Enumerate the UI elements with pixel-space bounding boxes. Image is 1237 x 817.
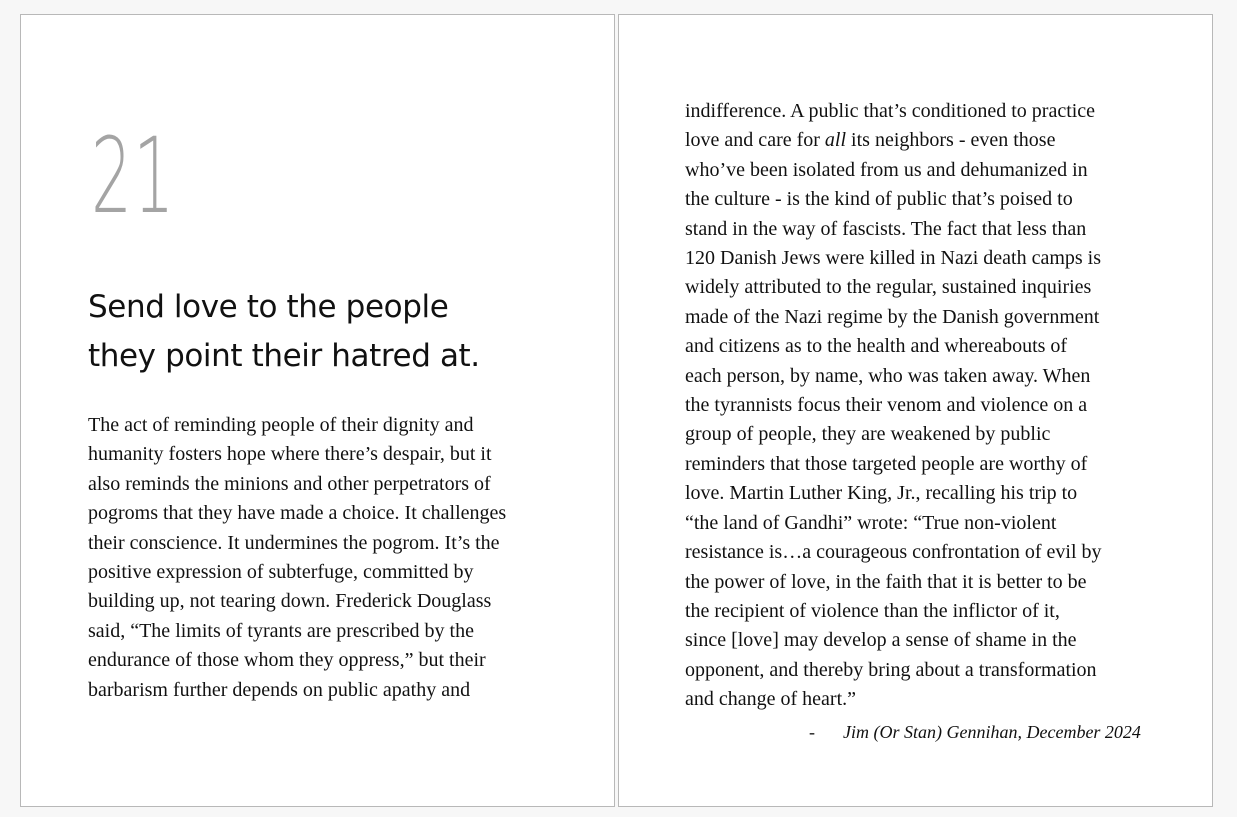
text-line: resistance is…a courageous confrontation of evil by xyxy=(685,541,1102,564)
text-line: pogroms that they have made a choice. It challenges xyxy=(88,502,507,525)
text-line: group of people, they are weakened by public xyxy=(685,423,1051,446)
text-line: endurance of those whom they oppress,” but their xyxy=(88,649,486,672)
text-fragment: its neighbors - even those xyxy=(846,129,1056,152)
text-line: 120 Danish Jews were killed in Nazi death camps is xyxy=(685,247,1102,270)
left-page xyxy=(20,14,615,807)
text-line: said, “The limits of tyrants are prescribed by the xyxy=(88,619,474,642)
text-line-with-emphasis xyxy=(685,126,1185,155)
text-line: opponent, and thereby bring about a transformation xyxy=(685,658,1097,681)
text-line: made of the Nazi regime by the Danish government xyxy=(685,305,1100,328)
right-body-paragraph xyxy=(685,97,1185,715)
text-line: the power of love, in the faith that it is better to be xyxy=(685,570,1087,593)
attribution-dash: - xyxy=(809,722,815,742)
text-line: their conscience. It undermines the pogrom. It’s the xyxy=(88,531,500,554)
text-line: humanity fosters hope where there’s despair, but it xyxy=(88,443,492,466)
text-line: barbarism further depends on public apathy and xyxy=(88,678,471,701)
text-fragment: love and care for xyxy=(685,129,825,152)
text-line: love. Martin Luther King, Jr., recalling his trip to xyxy=(685,482,1078,505)
chapter-title-line: they point their hatred at. xyxy=(88,338,480,374)
attribution-text: Jim (Or Stan) Gennihan, December 2024 xyxy=(843,722,1141,742)
text-line: indifference. A public that’s conditioned to practice xyxy=(685,100,1096,122)
right-page xyxy=(618,14,1213,807)
text-line: stand in the way of fascists. The fact that less than xyxy=(685,217,1087,240)
text-line: and citizens as to the health and whereabouts of xyxy=(685,335,1068,358)
text-line: “the land of Gandhi” wrote: “True non-violent xyxy=(685,511,1057,534)
text-line: reminders that those targeted people are worthy of xyxy=(685,452,1088,475)
chapter-number: 21 xyxy=(91,115,176,237)
text-line: building up, not tearing down. Frederick Douglass xyxy=(88,590,492,613)
chapter-title-line: Send love to the people xyxy=(88,289,449,325)
attribution xyxy=(809,720,1141,744)
text-line: since [love] may develop a sense of shame in the xyxy=(685,629,1077,652)
left-body-paragraph xyxy=(88,411,588,705)
emphasis-word: all xyxy=(824,129,847,152)
text-line: each person, by name, who was taken away. When xyxy=(685,364,1091,387)
text-line: also reminds the minions and other perpetrators of xyxy=(88,472,491,495)
text-line: who’ve been isolated from us and dehumanized in xyxy=(685,158,1088,181)
text-line: widely attributed to the regular, sustained inquiries xyxy=(685,276,1092,299)
text-line: the culture - is the kind of public that’s poised to xyxy=(685,188,1073,211)
chapter-title xyxy=(88,283,558,381)
text-line: The act of reminding people of their dignity and xyxy=(88,414,474,436)
text-line: positive expression of subterfuge, committed by xyxy=(88,561,474,584)
text-line: the tyrannists focus their venom and violence on a xyxy=(685,394,1088,417)
text-line: and change of heart.” xyxy=(685,688,857,711)
text-line: the recipient of violence than the inflictor of it, xyxy=(685,599,1060,622)
